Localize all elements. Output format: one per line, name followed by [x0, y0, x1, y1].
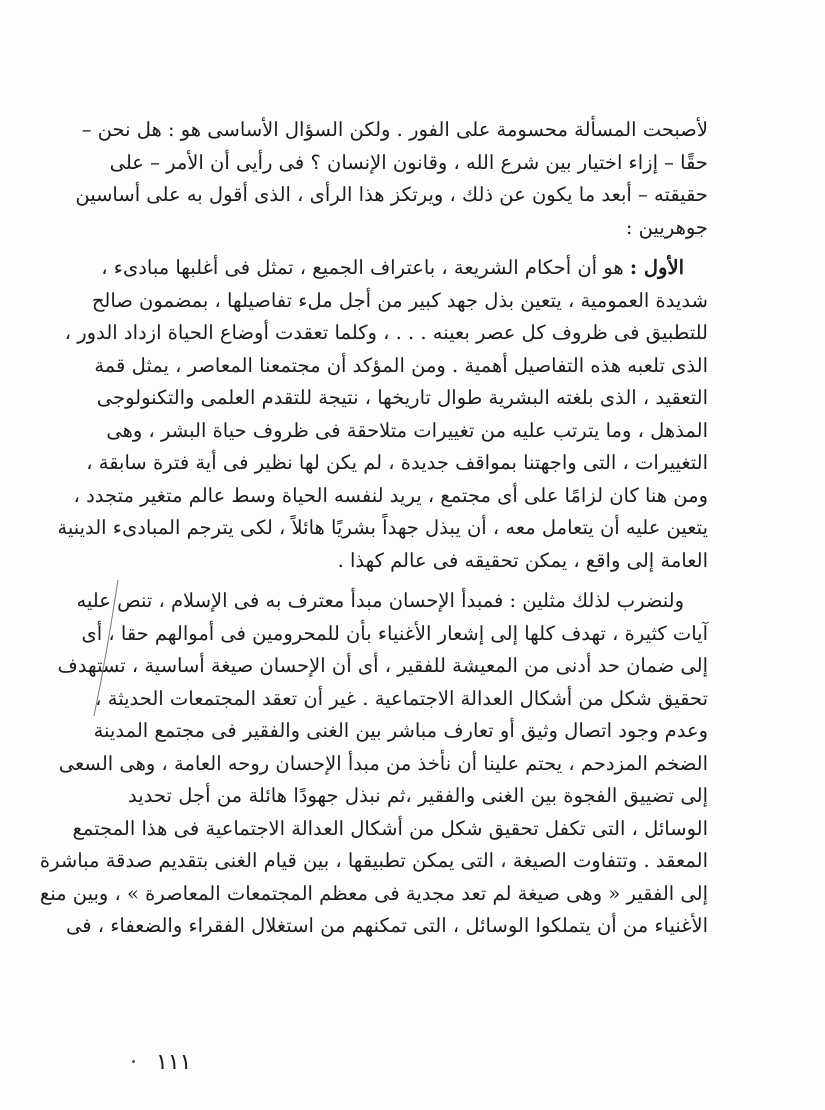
body-text — [39, 114, 708, 943]
paragraph-2-line-1-text: هو أن أحكام الشريعة ، باعتراف الجميع ، تمثل فى أغلبها مبادىء ، — [101, 256, 624, 279]
paragraph-2-line-2: شديدة العمومية ، يتعين بذل جهد كبير من أجل ملء تفاصيلها ، بمضمون صالح — [91, 288, 708, 312]
paragraph-1-line-3: حقيقته – أبعد ما يكون عن ذلك ، ويرتكز هذا الرأى ، الذى أقول به على أساسين — [75, 183, 708, 206]
paragraph-3-line-2: آيات كثيرة ، تهدف كلها إلى إشعار الأغنياء بأن للمحرومين فى أموالهم حقا ، أى — [81, 621, 708, 645]
paragraph-3-line-7: إلى تضييق الفجوة بين الغنى والفقير ،ثم نبذل جهودًا هائلة من أجل تحديد — [128, 784, 708, 807]
paragraph-1-line-4: جوهريين : — [625, 215, 708, 239]
paragraph-2-line-3: للتطبيق فى ظروف كل عصر بعينه . . . ، وكلما تعقدت أوضاع الحياة ازداد الدور ، — [64, 321, 708, 344]
paragraph-3-line-8: الوسائل ، التى تكفل تحقيق شكل من أشكال العدالة الاجتماعية فى هذا المجتمع — [72, 816, 708, 840]
paragraph-2-line-5: التعقيد ، الذى بلغته البشرية طوال تاريخها ، نتيجة للتقدم العلمى والتكنولوجى — [96, 386, 708, 409]
margin-pencil-mark — [88, 578, 128, 718]
paragraph-1-line-1: لأصبحت المسألة محسومة على الفور . ولكن السؤال الأساسى هو : هل نحن – — [81, 118, 708, 141]
paragraph-3-line-6: الضخم المزدحم ، يحتم علينا أن نأخذ من مبدأ الإحسان روحه العامة ، وهى السعى — [58, 751, 708, 775]
paragraph-2-line-7: التغييرات ، التى واجهتنا بمواقف جديدة ، لم يكن لها نظير فى أية فترة سابقة ، — [86, 451, 708, 474]
page-number: ١١١ — [156, 1050, 192, 1075]
paragraph-2-line-1 — [101, 252, 708, 285]
paragraph-3-line-11: الأغنياء من أن يتملكوا الوسائل ، التى تمكنهم من استغلال الفقراء والضعفاء ، فى — [65, 914, 708, 937]
paragraph-3-line-9: المعقد . وتتفاوت الصيغة ، التى يمكن تطبيقها ، بين قيام الغنى بتقديم صدقة مباشرة — [39, 849, 708, 872]
paragraph-3-line-3: إلى ضمان حد أدنى من المعيشة للفقير ، أى أن الإحسان صيغة أساسية ، تستهدف — [57, 654, 708, 677]
paragraph-2-line-9: يتعين عليه أن يتعامل معه ، أن يبذل جهداً بشريًا هائلاً ، لكى يترجم المبادىء الدينية — [57, 516, 708, 539]
paragraph-2-line-6: المذهل ، وما يترتب عليه من تغييرات متلاحقة فى ظروف حياة البشر ، وهى — [106, 418, 708, 442]
paragraph-2-line-8: ومن هنا كان لزامًا على أى مجتمع ، يريد لنفسه الحياة وسط عالم متغير متجدد ، — [73, 483, 708, 507]
paragraph-2-line-4: الذى تلعبه هذه التفاصيل أهمية . ومن المؤكد أن مجتمعنا المعاصر ، يمثل قمة — [94, 353, 708, 377]
paragraph-1-line-2: حقًا – إزاء اختيار بين شرع الله ، وقانون الإنسان ؟ فى رأيى أن الأمر – على — [109, 150, 708, 174]
paragraph-2-lead: الأول : — [629, 256, 684, 279]
page-dot — [132, 1060, 135, 1063]
paragraph-3-line-5: وعدم وجود اتصال وثيق أو تعارف مباشر بين الغنى والفقير فى مجتمع المدينة — [93, 719, 708, 742]
paragraph-3-line-1: ولنضرب لذلك مثلين : فمبدأ الإحسان مبدأ معترف به فى الإسلام ، تنص عليه — [76, 589, 684, 612]
paragraph-3-line-10: إلى الفقير « وهى صيغة لم تعد مجدية فى معظم المجتمعات المعاصرة » ، وبين منع — [39, 881, 708, 905]
paragraph-2-line-10: العامة إلى واقع ، يمكن تحقيقه فى عالم كهذا . — [337, 548, 708, 572]
paragraph-3-line-4: تحقيق شكل من أشكال العدالة الاجتماعية . غير أن تعقد المجتمعات الحديثة ، — [95, 686, 708, 710]
